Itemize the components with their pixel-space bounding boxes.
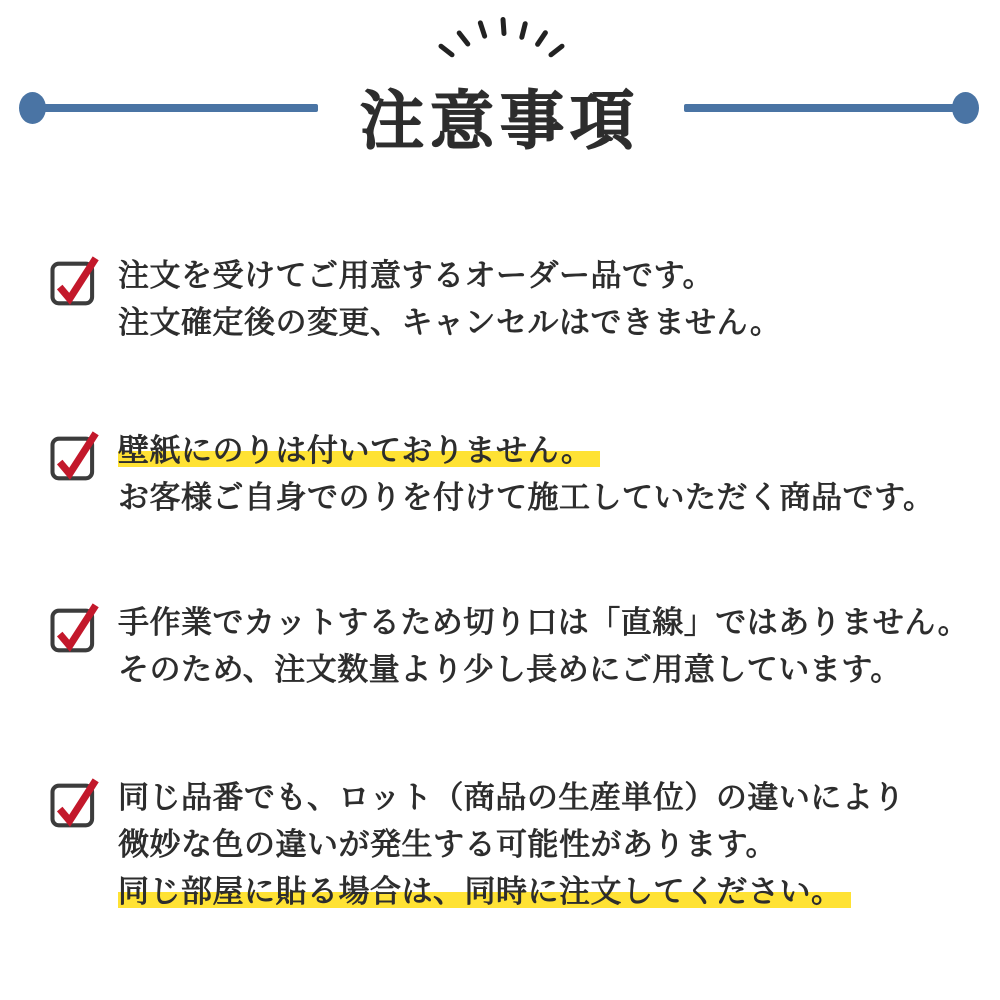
notice-line: 注文確定後の変更、キャンセルはできません。 <box>118 305 782 340</box>
highlighted-notice-line: 壁紙にのりは付いておりません。 <box>118 433 600 468</box>
notice-item-1 <box>48 252 781 346</box>
notice-item-text <box>118 252 781 346</box>
checkbox-checked-icon <box>48 772 102 830</box>
notice-item-text <box>118 774 905 915</box>
notice-item-text <box>118 599 969 693</box>
notice-line: 同じ品番でも、ロット（商品の生産単位）の違いにより <box>118 780 905 815</box>
notice-line: お客様ご自身でのりを付けて施工していただく商品です。 <box>118 480 935 515</box>
notice-item-text <box>118 427 935 521</box>
notice-line: 注文を受けてご用意するオーダー品です。 <box>118 258 715 293</box>
burst-rays-icon <box>0 0 1000 80</box>
notice-item-2 <box>48 427 935 521</box>
checkbox-checked-icon <box>48 425 102 483</box>
notice-item-3 <box>48 599 969 693</box>
notice-line: そのため、注文数量より少し長めにご用意しています。 <box>118 652 902 687</box>
notice-line: 微妙な色の違いが発生する可能性があります。 <box>118 827 778 862</box>
notice-line: 手作業でカットするため切り口は「直線」ではありません。 <box>118 605 970 640</box>
highlighted-notice-line: 同じ部屋に貼る場合は、同時に注文してください。 <box>118 874 851 909</box>
checkbox-checked-icon <box>48 597 102 655</box>
checkbox-checked-icon <box>48 250 102 308</box>
page-title: 注意事項 <box>360 85 640 157</box>
notice-item-4 <box>48 774 905 915</box>
